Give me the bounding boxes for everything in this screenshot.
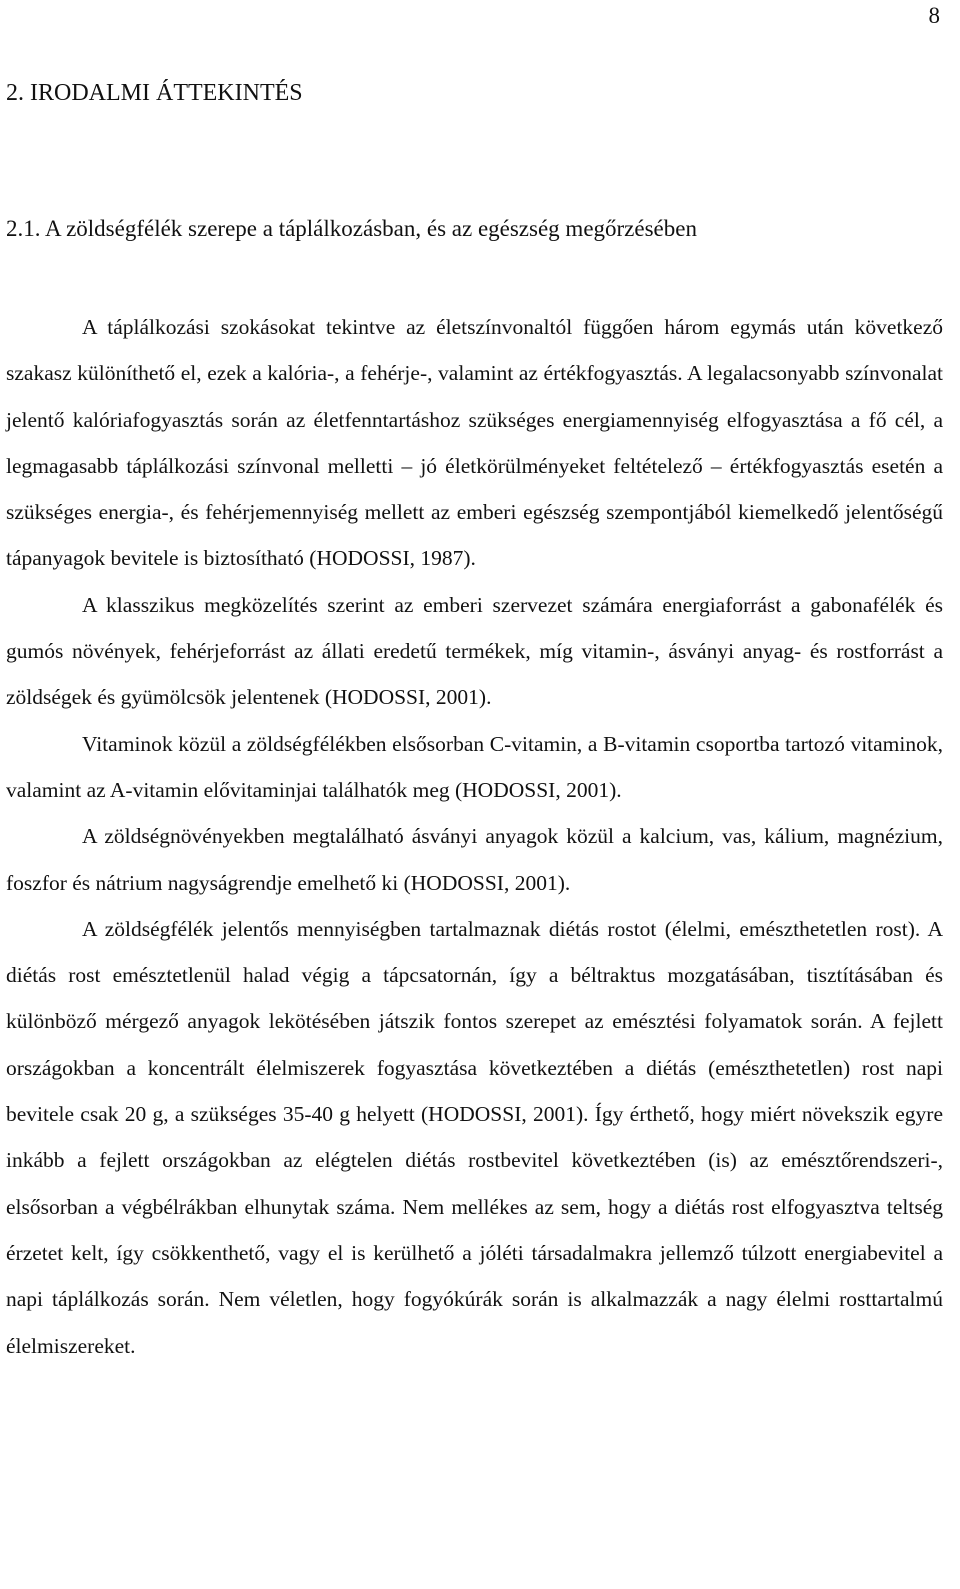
section-title: 2.1. A zöldségfélék szerepe a táplálkozásban, és az egészség megőrzésében xyxy=(6,216,697,241)
page-number: 8 xyxy=(928,3,940,28)
body-text xyxy=(6,304,943,1369)
chapter-title: 2. IRODALMI ÁTTEKINTÉS xyxy=(6,80,303,106)
paragraph-vitamins: Vitaminok közül a zöldségfélékben elsősorban C-vitamin, a B-vitamin csoportba tartozó vitaminok, valamint az A-vitamin elővitaminjai találhatók meg (HODOSSI, 2001). xyxy=(6,731,943,802)
paragraph-dietary-fiber: A zöldségfélék jelentős mennyiségben tartalmaznak diétás rostot (élelmi, emészthetetlen rost). A diétás rost emésztetlenül halad végig a tápcsatornán, így a béltraktus mozgatásában, tisztításában és különböző mérgező anyagok lekötésében játszik fontos szerepet az emésztési folyamatok során. A fejlett országokban a koncentrált élelmiszerek fogyasztása következtében a diétás (emészthetetlen) rost napi bevitele csak 20 g, a szükséges 35-40 g helyett (HODOSSI, 2001). Így érthető, hogy miért növekszik egyre inkább a fejlett országokban az elégtelen diétás rostbevitel következtében (is) az emésztőrendszeri-, elsősorban a végbélrákban elhunytak száma. Nem mellékes az sem, hogy a diétás rost elfogyasztva teltség érzetet kelt, így csökkenthető, vagy el is kerülhető a jóléti társadalmakra jellemző túlzott energiabevitel a napi táplálkozás során. Nem véletlen, hogy fogyókúrák során is alkalmazzák a nagy élelmi rosttartalmú élelmiszereket. xyxy=(6,916,943,1358)
paragraph-minerals: A zöldségnövényekben megtalálható ásványi anyagok közül a kalcium, vas, kálium, magnézium, foszfor és nátrium nagyságrendje emelhető ki (HODOSSI, 2001). xyxy=(6,824,943,895)
paragraph-diet-stages: A táplálkozási szokásokat tekintve az életszínvonaltól függően három egymás után következő szakasz különíthető el, ezek a kalória-, a fehérje-, valamint az értékfogyasztás. A legalacsonyabb színvonalat jelentő kalóriafogyasztás során az életfenntartáshoz szükséges energiamennyiség elfogyasztása a fő cél, a legmagasabb táplálkozási színvonal melletti – jó életkörülményeket feltételező – értékfogyasztás esetén a szükséges energia-, és fehérjemennyiség mellett az emberi egészség szempontjából kiemelkedő jelentőségű tápanyagok bevitele is biztosítható (HODOSSI, 1987). xyxy=(6,315,943,571)
paragraph-energy-sources: A klasszikus megközelítés szerint az emberi szervezet számára energiaforrást a gabonafélék és gumós növények, fehérjeforrást az állati eredetű termékek, míg vitamin-, ásványi anyag- és rostforrást a zöldségek és gyümölcsök jelentenek (HODOSSI, 2001). xyxy=(6,592,943,710)
